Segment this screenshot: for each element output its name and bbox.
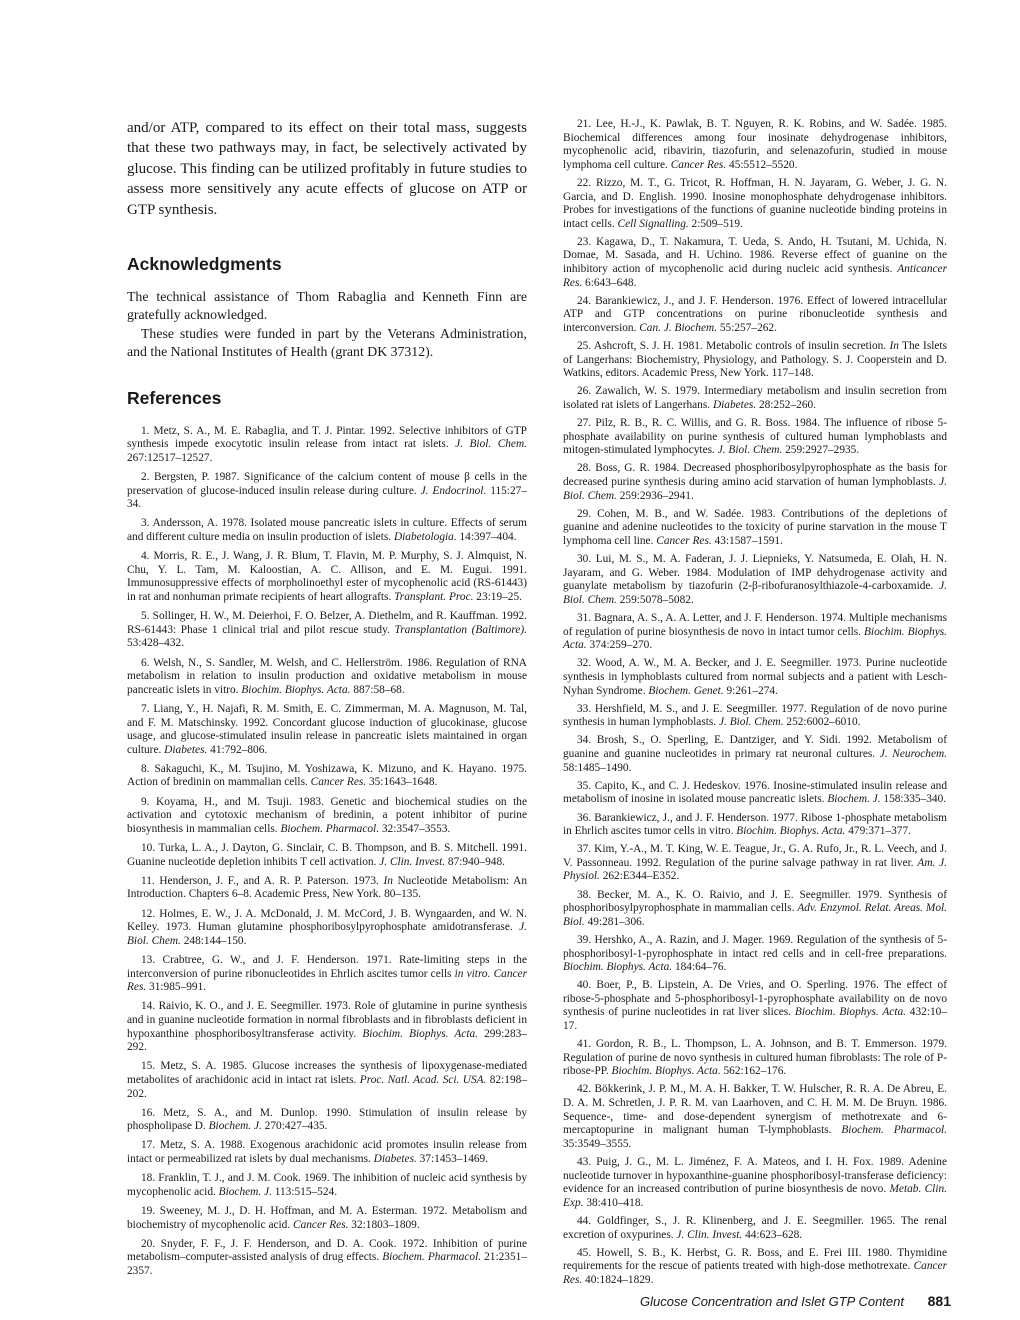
- reference-journal: J. Endocrinol.: [420, 484, 487, 497]
- reference-item: [127, 875, 527, 902]
- reference-citation: 113:515–524.: [271, 1185, 338, 1198]
- reference-journal: J. Biol. Chem.: [563, 580, 947, 606]
- reference-citation: 32:3547–3553.: [379, 822, 451, 835]
- reference-text: 39. Hershko, A., A. Razin, and J. Mager. 1969. Regulation of the synthesis of 5-phosphoribosyl-1-pyrophosphate in intact red cells and in cell-free preparations.: [563, 933, 947, 960]
- reference-journal: in vitro. Cancer Res.: [127, 967, 527, 994]
- reference-item: [563, 295, 947, 336]
- reference-journal: Biochim. Biophys. Acta.: [563, 625, 947, 652]
- reference-citation: 9:261–274.: [723, 684, 778, 697]
- reference-item: [563, 703, 947, 730]
- reference-journal: Cancer Res.: [656, 535, 712, 547]
- reference-text: 6. Welsh, N., S. Sandler, M. Welsh, and C. Hellerström. 1986. Regulation of RNA metabolism in relation to insulin production and oxidative metabolism in mouse pancreatic islets in vitro.: [127, 656, 527, 696]
- reference-citation: Nucleotide Metabolism: An Introduction. Chapters 6–8. Academic Press, New York. 80–135.: [127, 874, 528, 901]
- reference-citation: 55:257–262.: [717, 321, 777, 334]
- reference-citation: 252:6002–6010.: [783, 716, 861, 729]
- reference-journal: Biochim. Biophys. Acta.: [241, 683, 351, 696]
- reference-item: [563, 657, 947, 698]
- reference-citation: 35:1643–1648.: [366, 776, 438, 789]
- reference-text: 10. Turka, L. A., J. Dayton, G. Sinclair, C. B. Thompson, and B. S. Mitchell. 1991. Guanine nucleotide depletion inhibits T cell activation.: [127, 842, 527, 868]
- reference-citation: 479:371–377.: [845, 825, 911, 838]
- reference-item: [127, 703, 527, 757]
- reference-text: 8. Sakaguchi, K., M. Tsujino, M. Yoshizawa, K. Mizuno, and K. Hayano. 1975. Action of bredinin on mammalian cells.: [127, 762, 527, 789]
- reference-text: 43. Puig, J. G., M. L. Jiménez, F. A. Mateos, and I. H. Fox. 1989. Adenine nucleotide turnover in hypoxanthine-guanine phosphoribosyl-transferase deficiency: evidence for an increased contribution of purine biosynthesis de novo.: [563, 1156, 947, 1196]
- reference-item: [127, 763, 527, 790]
- reference-journal: Biochim. Biophys. Acta.: [362, 1027, 478, 1040]
- reference-journal: J. Biol. Chem.: [127, 921, 527, 947]
- reference-item: [563, 236, 947, 290]
- reference-journal: Biochem. J.: [208, 1120, 262, 1133]
- reference-text: 27. Pilz, R. B., R. C. Willis, and G. R. Boss. 1984. The influence of ribose 5-phosphate availability on purine synthesis of cultured human lymphoblasts and mitogen-stimulated lymphocytes.: [563, 417, 947, 457]
- reference-citation: 248:144–150.: [180, 934, 247, 947]
- reference-citation: 35:3549–3555.: [563, 1137, 632, 1150]
- reference-journal: J. Neurochem.: [879, 748, 948, 761]
- reference-item: [127, 1205, 527, 1232]
- reference-citation: 41:792–806.: [207, 743, 268, 756]
- reference-item: [563, 734, 947, 775]
- reference-item: [563, 177, 947, 231]
- reference-citation: 32:1803–1809.: [348, 1218, 420, 1231]
- reference-text: 40. Boer, P., B. Lipstein, A. De Vries, and O. Sperling. 1976. The effect of ribose-5-phosphate and 5-phosphoribosyl-1-pyrophosphate availability on de novo synthesis of purine nucleotides in rat liver slices.: [563, 979, 947, 1019]
- reference-citation: 40:1824–1829.: [582, 1273, 654, 1286]
- reference-text: 32. Wood, A. W., M. A. Becker, and J. E. Seegmiller. 1973. Purine nucleotide synthesis in lymphoblasts cultured from normal subjects and a patient with Lesch-Nyhan Syndrome.: [563, 657, 947, 697]
- reference-item: [127, 908, 527, 949]
- reference-journal: Diabetologia.: [393, 531, 457, 543]
- right-column: [563, 118, 947, 1292]
- reference-journal: Can. J. Biochem.: [639, 321, 718, 334]
- reference-text: 5. Sollinger, H. W., M. Deierhoi, F. O. Belzer, A. Diethelm, and R. Kauffman. 1992. RS-61443: Phase 1 clinical trial and pilot rescue study.: [127, 610, 527, 636]
- reference-text: 21. Lee, H.-J., K. Pawlak, B. T. Nguyen, R. K. Robins, and W. Sadée. 1985. Biochemical differences among four inosinate dehydrogenase inhibitors, mycophenolic acid, ribavirin, tiazofurin, and selenazofurin, studied in mouse lymphoma cell culture.: [563, 118, 947, 171]
- reference-journal: Cancer Res.: [670, 158, 727, 171]
- reference-text: 25. Ashcroft, S. J. H. 1981. Metabolic controls of insulin secretion.: [577, 340, 890, 353]
- reference-text: 34. Brosh, S., O. Sperling, E. Dantziger, and Y. Sidi. 1992. Metabolism of guanine and guanine nucleotides in primary rat neuronal cultures.: [563, 734, 947, 761]
- reference-journal: J. Biol. Chem.: [455, 438, 527, 451]
- reference-citation: 28:252–260.: [756, 399, 816, 412]
- reference-text: 20. Snyder, F. F., J. F. Henderson, and D. A. Cook. 1972. Inhibition of purine metabolism–computer-assisted analysis of drug effects.: [127, 1237, 527, 1264]
- reference-journal: Biochem. J.: [827, 793, 881, 806]
- reference-journal: Biochem. J.: [218, 1185, 272, 1198]
- reference-citation: 259:5078–5082.: [616, 593, 694, 606]
- reference-text: 14. Raivio, K. O., and J. E. Seegmiller. 1973. Role of glutamine in purine synthesis and in guanine nucleotide formation in normal fibroblasts and in fibroblasts deficient in hypoxanthine phosphoribosyltransferase activity.: [127, 1000, 527, 1040]
- reference-text: 23. Kagawa, D., T. Nakamura, T. Ueda, S. Ando, H. Tsutani, M. Uchida, N. Domae, M. Sasada, and H. Uchino. 1986. Reverse effect of guanine on the inhibitory action of mycophenolic acid during nucleic acid synthesis.: [563, 235, 947, 276]
- reference-item: [127, 1000, 527, 1054]
- reference-text: 11. Henderson, J. F., and A. R. P. Paterson. 1973.: [141, 874, 384, 887]
- reference-item: [127, 796, 527, 837]
- reference-journal: Biochem. Pharmacol.: [382, 1251, 482, 1264]
- reference-item: [563, 843, 947, 884]
- reference-item: [563, 1215, 947, 1242]
- reference-text: 30. Lui, M. S., M. A. Faderan, J. J. Liepnieks, Y. Natsumeda, E. Olah, H. N. Jayaram, and G. Weber. 1984. Modulation of IMP dehydrogenase activity and guanylate metabolism by tiazofurin (2-β-ribofuranosylthiazole-4-carboxamide.: [563, 553, 947, 593]
- reference-journal: J. Clin. Invest.: [676, 1228, 743, 1241]
- reference-text: 37. Kim, Y.-A., M. T. King, W. E. Teague, Jr., G. A. Rufo, Jr., R. L. Veech, and J. V. Passonneau. 1992. Regulation of the purine salvage pathway in rat liver.: [563, 843, 947, 869]
- reference-journal: J. Clin. Invest.: [379, 855, 446, 868]
- reference-citation: 2:509–519.: [688, 217, 743, 230]
- reference-text: 38. Becker, M. A., K. O. Raivio, and J. E. Seegmiller. 1979. Synthesis of phosphoribosylpyrophosphate in mammalian cells.: [563, 888, 947, 915]
- references-heading: References: [127, 387, 222, 408]
- reference-text: 18. Franklin, T. J., and J. M. Cook. 1969. The inhibition of nucleic acid synthesis by mycophenolic acid.: [127, 1172, 527, 1198]
- reference-item: [563, 417, 947, 458]
- reference-citation: 53:428–432.: [127, 637, 185, 650]
- reference-journal: Am. J. Physiol.: [563, 856, 947, 883]
- page-footer: [640, 1293, 951, 1309]
- left-column: [127, 118, 527, 1284]
- reference-item: [563, 1083, 947, 1151]
- references-list-left: [127, 425, 527, 1279]
- reference-citation: 23:19–25.: [473, 590, 522, 603]
- acknowledgments-paragraph: The technical assistance of Thom Rabaglia and Kenneth Finn are gratefully acknowledged.: [127, 289, 527, 323]
- reference-journal: Cancer Res.: [310, 776, 367, 789]
- reference-citation: 887:58–68.: [350, 683, 405, 696]
- running-title: Glucose Concentration and Islet GTP Content: [640, 1294, 904, 1309]
- reference-citation: 267:12517–12527.: [127, 451, 213, 464]
- reference-citation: 158:335–340.: [880, 793, 947, 806]
- reference-item: [563, 385, 947, 412]
- reference-citation: 432:10–17.: [563, 1006, 947, 1033]
- reference-journal: Diabetes.: [373, 1153, 417, 1166]
- reference-item: [563, 1247, 947, 1288]
- reference-journal: In: [383, 874, 393, 887]
- reference-citation: 299:283–292.: [127, 1027, 527, 1054]
- reference-item: [127, 954, 527, 995]
- reference-citation: 44:623–628.: [742, 1228, 803, 1241]
- reference-text: 42. Bökkerink, J. P. M., M. A. H. Bakker, T. W. Hulscher, R. R. A. De Abreu, E. D. A. M. Schretlen, J. P. R. M. van Laarhoven, and C. H. M. M. De Bruyn. 1986. Sequence-, time- and dose-dependent synergism of methotrexate and 6-mercaptopurine in malignant human T-lymphoblasts.: [563, 1083, 947, 1137]
- reference-item: [127, 610, 527, 651]
- acknowledgments-heading: Acknowledgments: [127, 254, 282, 275]
- reference-item: [127, 550, 527, 604]
- reference-text: 44. Goldfinger, S., J. R. Klinenberg, and J. E. Seegmiller. 1965. The renal excretion of oxypurines.: [563, 1214, 947, 1241]
- reference-citation: 184:64–76.: [672, 961, 727, 974]
- reference-text: 13. Crabtree, G. W., and J. F. Henderson. 1971. Rate-limiting steps in the interconversion of purine ribonucleotides in Ehrlich ascites tumor cells: [127, 953, 527, 980]
- funding-paragraph: These studies were funded in part by the Veterans Administration, and the National Institutes of Health (grant DK 37312).: [127, 325, 527, 360]
- reference-journal: Diabetes.: [712, 399, 757, 412]
- reference-text: 4. Morris, R. E., J. Wang, J. R. Blum, T. Flavin, M. P. Murphy, S. J. Almquist, N. Chu, Y. L. Tam, M. Kaloostian, A. C. Allison, and E. M. Eugui. 1991. Immunosuppressive effects of morpholinoethyl ester of mycophenolic acid (RS-61443) in rat and nonhuman primate recipients of heart allografts.: [127, 550, 527, 603]
- page-number: 881: [927, 1293, 951, 1309]
- reference-citation: 14:397–404.: [456, 531, 517, 543]
- reference-text: 9. Koyama, H., and M. Tsuji. 1983. Genetic and biochemical studies on the activation and cytotoxic mechanism of bredinin, a potent inhibitor of purine biosynthesis in mammalian cells.: [127, 795, 527, 835]
- reference-citation: 45:5512–5520.: [726, 158, 798, 171]
- reference-citation: 82:198–202.: [127, 1073, 527, 1100]
- reference-text: 31. Bagnara, A. S., A. A. Letter, and J. F. Henderson. 1974. Multiple mechanisms of regulation of purine biosynthesis de novo in intact tumor cells.: [563, 612, 947, 638]
- reference-text: 19. Sweeney, M. J., D. H. Hoffman, and M. A. Esterman. 1972. Metabolism and biochemistry of mycophenolic acid.: [127, 1205, 527, 1231]
- reference-citation: 562:162–176.: [720, 1065, 787, 1078]
- reference-citation: 38:410–418.: [583, 1196, 644, 1209]
- references-list-right: [563, 118, 947, 1287]
- reference-journal: Diabetes.: [164, 743, 208, 756]
- reference-item: [127, 657, 527, 698]
- reference-text: 2. Bergsten, P. 1987. Significance of the calcium content of mouse β cells in the preservation of glucose-induced insulin release during culture.: [127, 471, 527, 497]
- reference-citation: 21:2351–2357.: [127, 1251, 527, 1277]
- reference-text: 12. Holmes, E. W., J. A. McDonald, J. M. McCord, J. B. Wyngaarden, and W. N. Kelley. 1973. Human glutamine phosphoribosylpyrophosphate amidotransferase.: [127, 907, 527, 934]
- reference-item: [127, 425, 527, 466]
- reference-journal: Cancer Res.: [293, 1218, 349, 1231]
- reference-journal: Biochem. Pharmacol.: [280, 822, 380, 835]
- reference-journal: Biochim. Biophys. Acta.: [736, 825, 846, 838]
- reference-citation: 31:985–991.: [146, 981, 207, 994]
- reference-item: [563, 1038, 947, 1079]
- reference-text: 41. Gordon, R. B., L. Thompson, L. A. Johnson, and B. T. Emmerson. 1979. Regulation of purine de novo synthesis in cultured human fibroblasts: The role of P-ribose-PP.: [563, 1038, 947, 1078]
- reference-citation: 87:940–948.: [445, 855, 505, 868]
- reference-journal: Biochem. Pharmacol.: [841, 1124, 947, 1137]
- reference-item: [127, 471, 527, 512]
- reference-item: [563, 934, 947, 975]
- intro-paragraph: and/or ATP, compared to its effect on their total mass, suggests that these two pathways may, in fact, be selectively activated by glucose. This finding can be utilized profitably in future studies to assess more sensitively any acute effects of glucose on ATP or GTP synthesis.: [127, 120, 527, 218]
- reference-item: [563, 979, 947, 1033]
- reference-text: 29. Cohen, M. B., and W. Sadée. 1983. Contributions of the depletions of guanine and adenine nucleotides to the toxicity of purine starvation in the mouse T lymphoma cell line.: [563, 507, 947, 547]
- reference-citation: 37:1453–1469.: [416, 1153, 489, 1166]
- reference-item: [127, 1139, 527, 1166]
- reference-item: [563, 118, 947, 172]
- reference-journal: Biochem. Genet.: [648, 684, 724, 697]
- reference-text: 16. Metz, S. A., and M. Dunlop. 1990. Stimulation of insulin release by phospholipase D.: [127, 1106, 527, 1133]
- reference-journal: Cancer Res.: [563, 1260, 947, 1286]
- reference-journal: Biochim. Biophys. Acta.: [563, 961, 673, 974]
- reference-item: [563, 780, 947, 807]
- reference-citation: 374:259–270.: [586, 639, 653, 652]
- reference-citation: 259:2927–2935.: [782, 444, 860, 457]
- reference-citation: The Islets of Langerhans: Biochemistry, Physiology, and Pathology. S. J. Cooperstein and D. Watkins, editors. Academic Press, New York. 117–148.: [563, 340, 947, 380]
- reference-item: [563, 812, 947, 839]
- reference-journal: J. Biol. Chem.: [718, 716, 784, 729]
- reference-journal: J. Biol. Chem.: [563, 476, 947, 502]
- reference-citation: 43:1587–1591.: [711, 535, 783, 547]
- reference-text: 28. Boss, G. R. 1984. Decreased phosphoribosylpyrophosphate as the basis for decreased purine synthesis during amino acid starvation of human lymphoblasts.: [563, 462, 947, 489]
- reference-item: [127, 1238, 527, 1279]
- reference-citation: 270:427–435.: [261, 1120, 328, 1133]
- reference-item: [563, 889, 947, 930]
- reference-text: 35. Capito, K., and C. J. Hedeskov. 1976. Inosine-stimulated insulin release and metabolism of inosine in isolated mouse pancreatic islets.: [563, 779, 947, 806]
- reference-journal: Biochim. Biophys. Acta.: [794, 1006, 906, 1019]
- reference-journal: Transplantation (Baltimore).: [394, 623, 527, 636]
- reference-journal: Anticancer Res.: [563, 263, 947, 289]
- reference-citation: 115:27–34.: [127, 484, 527, 511]
- reference-text: 24. Barankiewicz, J., and J. F. Henderson. 1976. Effect of lowered intracellular ATP and GTP concentrations on purine ribonucleotide synthesis and interconversion.: [563, 294, 947, 334]
- reference-journal: Adv. Enzymol. Relat. Areas. Mol. Biol.: [563, 902, 947, 928]
- reference-citation: 49:281–306.: [584, 915, 645, 928]
- reference-journal: Metab. Clin. Exp.: [563, 1183, 947, 1209]
- reference-citation: 262:E344–E352.: [599, 870, 680, 883]
- reference-citation: 6:643–648.: [582, 276, 637, 289]
- reference-text: 45. Howell, S. B., K. Herbst, G. R. Boss, and E. Frei III. 1980. Thymidine requirements for the rescue of patients treated with high-dose methotrexate.: [563, 1246, 947, 1273]
- reference-journal: Proc. Natl. Acad. Sci. USA.: [359, 1073, 487, 1086]
- reference-text: 15. Metz, S. A. 1985. Glucose increases the synthesis of lipoxygenase-mediated metabolites of arachidonic acid in intact rat islets.: [127, 1060, 527, 1086]
- reference-item: [127, 1172, 527, 1199]
- reference-text: 26. Zawalich, W. S. 1979. Intermediary metabolism and insulin secretion from isolated rat islets of Langerhans.: [563, 385, 947, 412]
- reference-item: [563, 553, 947, 607]
- reference-text: 1. Metz, S. A., M. E. Rabaglia, and T. J. Pintar. 1992. Selective inhibitors of GTP synthesis impede exocytotic insulin release from intact rat islets.: [127, 424, 527, 451]
- reference-text: 33. Hershfield, M. S., and J. E. Seegmiller. 1977. Regulation of de novo purine synthesis in human lymphoblasts.: [563, 702, 947, 729]
- reference-text: 36. Barankiewicz, J., and J. F. Henderson. 1977. Ribose 1-phosphate metabolism in Ehrlich ascites tumor cells in vitro.: [563, 811, 947, 838]
- reference-journal: Cell Signalling.: [617, 217, 689, 230]
- reference-citation: 259:2936–2941.: [616, 489, 694, 502]
- reference-journal: In: [889, 340, 899, 353]
- reference-text: 7. Liang, Y., H. Najafi, R. M. Smith, E. C. Zimmerman, M. A. Magnuson, M. Tal, and F. M. Matschinsky. 1992. Concordant glucose induction of glucokinase, glucose usage, and glucose-stimulated insulin release in pancreatic islets maintained in organ culture.: [127, 702, 527, 756]
- reference-journal: Biochim. Biophys. Acta.: [611, 1065, 721, 1078]
- reference-journal: J. Biol. Chem.: [717, 444, 783, 457]
- reference-item: [563, 508, 947, 549]
- reference-journal: Transplant. Proc.: [394, 590, 474, 603]
- reference-item: [563, 612, 947, 653]
- reference-item: [563, 340, 947, 381]
- reference-item: [127, 517, 527, 544]
- reference-item: [563, 462, 947, 503]
- reference-text: 17. Metz, S. A. 1988. Exogenous arachidonic acid promotes insulin release from intact or permeabilized rat islets by dual mechanisms.: [127, 1139, 527, 1166]
- reference-item: [563, 1156, 947, 1210]
- reference-item: [127, 842, 527, 869]
- reference-text: 3. Andersson, A. 1978. Isolated mouse pancreatic islets in culture. Effects of serum and different culture media on insulin production of islets.: [127, 517, 527, 543]
- reference-item: [127, 1060, 527, 1101]
- reference-text: 22. Rizzo, M. T., G. Tricot, R. Hoffman, H. N. Jayaram, G. Weber, J. G. N. Garcia, and D. English. 1990. Inosine monophosphate dehydrogenase inhibitors. Probes for investigations of the functions of guanine nucleotide binding proteins in intact cells.: [563, 176, 947, 230]
- reference-citation: 58:1485–1490.: [563, 761, 632, 774]
- reference-item: [127, 1107, 527, 1134]
